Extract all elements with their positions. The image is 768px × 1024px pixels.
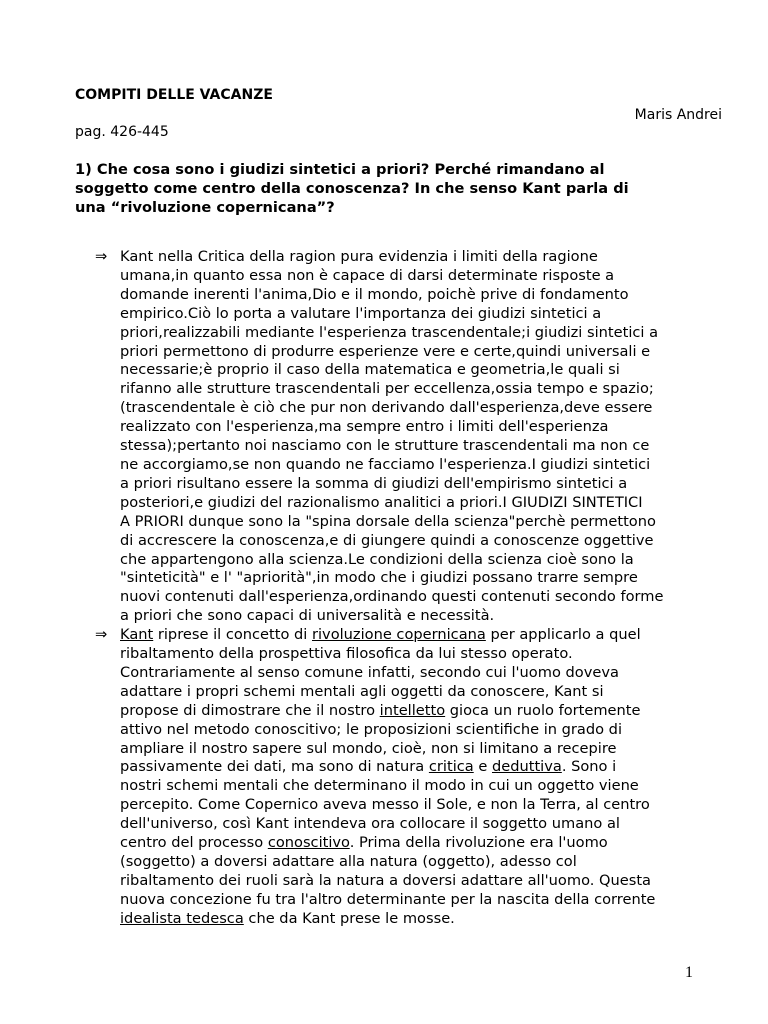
link-critica[interactable]: critica: [428, 758, 474, 776]
answer-line: attivo nel metodo conoscitivo; le proposizioni scientifiche in grado di: [120, 720, 623, 738]
answer-line: [120, 702, 655, 721]
answer-line: ampliare il nostro sapere sul mondo, cioè, non si limitano a recepire: [120, 739, 617, 757]
answer-line: stessa);pertanto noi nasciamo con le strutture trascendentali ma non ce: [120, 437, 650, 455]
answer-line: percepito. Come Copernico aveva messo il Sole, e non la Terra, al centro: [120, 796, 650, 814]
answer-line: [120, 758, 655, 777]
answer-line: ribaltamento della prospettiva filosofica da lui stesso operato.: [120, 645, 573, 663]
answer-line: posteriori,e giudizi del razionalismo analitici a priori.I GIUDIZI SINTETICI: [120, 493, 643, 511]
question-line: una “rivoluzione copernicana”?: [75, 199, 335, 216]
answer-paragraph-1: [120, 248, 663, 626]
author-name: Maris Andrei: [634, 107, 722, 123]
answer-line: Kant nella Critica della ragion pura evidenzia i limiti della ragione: [120, 248, 598, 265]
answer-line: realizzato con l'esperienza,ma sempre entro i limiti dell'esperienza: [120, 418, 609, 436]
answer-text-segment: centro del processo: [120, 834, 268, 852]
answer-line: umana,in quanto essa non è capace di darsi determinate risposte a: [120, 266, 615, 284]
arrow-right-icon: ⇒: [95, 248, 108, 265]
answer-line: [120, 626, 655, 645]
answer-list: [95, 248, 735, 929]
answer-text-segment: che da Kant prese le mosse.: [243, 909, 455, 927]
answer-line: ribaltamento dei ruoli sarà la natura a doversi adattare all'uomo. Questa: [120, 871, 651, 889]
answer-line: rifanno alle strutture trascendentali per eccellenza,ossia tempo e spazio;: [120, 380, 654, 398]
answer-line: domande inerenti l'anima,Dio e il mondo, poichè prive di fondamento: [120, 285, 629, 303]
answer-line: adattare i propri schemi mentali agli oggetti da conoscere, Kant si: [120, 682, 604, 700]
answer-paragraph-2: [120, 626, 655, 929]
page-reference: pag. 426-445: [75, 124, 169, 140]
question-line: soggetto come centro della conoscenza? In che senso Kant parla di: [75, 180, 629, 197]
link-conoscitivo[interactable]: conoscitivo: [267, 834, 350, 852]
answer-line: empirico.Ciò lo porta a valutare l'importanza dei giudizi sintetici a: [120, 304, 602, 322]
answer-line: [120, 910, 655, 929]
question-line: 1) Che cosa sono i giudizi sintetici a priori? Perché rimandano al: [75, 161, 605, 178]
answer-text-segment: e: [473, 758, 492, 776]
answer-line: ne accorgiamo,se non quando ne facciamo l'esperienza.I giudizi sintetici: [120, 455, 651, 473]
question-heading: [75, 160, 695, 217]
answer-line: di accrescere la conoscenza,e di giungere quindi a conoscenze oggettive: [120, 531, 654, 549]
link-intelletto[interactable]: intelletto: [379, 701, 446, 719]
page-number: 1: [685, 964, 693, 981]
answer-text-segment: propose di dimostrare che il nostro: [120, 701, 380, 719]
answer-text-segment: riprese il concetto di: [153, 626, 312, 644]
answer-line: "sinteticità" e l' "apriorità",in modo che i giudizi possano trarre sempre: [120, 569, 638, 587]
document-title: COMPITI DELLE VACANZE: [75, 87, 273, 103]
answer-text-segment: . Sono i: [561, 758, 617, 776]
answer-item-2: [95, 626, 735, 929]
answer-line: (trascendentale è ciò che pur non derivando dall'esperienza,deve essere: [120, 399, 653, 417]
answer-text-segment: passivamente dei dati, ma sono di natura: [120, 758, 429, 776]
answer-line: priori permettono di produrre esperienze vere e certe,quindi universali e: [120, 342, 651, 360]
answer-line: A PRIORI dunque sono la "spina dorsale della scienza"perchè permettono: [120, 512, 656, 530]
answer-line: [120, 834, 655, 853]
link-deduttiva[interactable]: deduttiva: [491, 758, 562, 776]
answer-line: priori,realizzabili mediante l'esperienza trascendentale;i giudizi sintetici a: [120, 323, 659, 341]
answer-line: nuova concezione fu tra l'altro determinante per la nascita della corrente: [120, 890, 656, 908]
answer-line: dell'universo, così Kant intendeva ora collocare il soggetto umano al: [120, 815, 620, 833]
answer-line: (soggetto) a doversi adattare alla natura (oggetto), adesso col: [120, 853, 577, 870]
arrow-right-icon: ⇒: [95, 626, 108, 644]
link-idealista-tedesca[interactable]: idealista tedesca: [120, 909, 244, 927]
answer-line: nuovi contenuti dall'esperienza,ordinando questi contenuti secondo forme: [120, 588, 664, 606]
answer-line: Contrariamente al senso comune infatti, secondo cui l'uomo doveva: [120, 663, 619, 681]
answer-line: nostri schemi mentali che determinano il modo in cui un oggetto viene: [120, 777, 639, 795]
answer-line: che appartengono alla scienza.Le condizioni della scienza cioè sono la: [120, 550, 634, 568]
answer-text-segment: gioca un ruolo fortemente: [445, 701, 641, 719]
answer-text-segment: . Prima della rivoluzione era l'uomo: [349, 834, 608, 852]
answer-line: a priori risultano essere la somma di giudizi dell'empirismo sintetici a: [120, 474, 628, 492]
answer-line: necessarie;è proprio il caso della matematica e geometria,le quali si: [120, 361, 620, 379]
link-kant[interactable]: Kant: [120, 626, 154, 644]
answer-line: a priori che sono capaci di universalità e necessità.: [120, 607, 495, 625]
answer-item-1: [95, 248, 735, 626]
answer-text-segment: per applicarlo a quel: [485, 626, 641, 644]
link-rivoluzione-copernicana[interactable]: rivoluzione copernicana: [312, 626, 486, 644]
